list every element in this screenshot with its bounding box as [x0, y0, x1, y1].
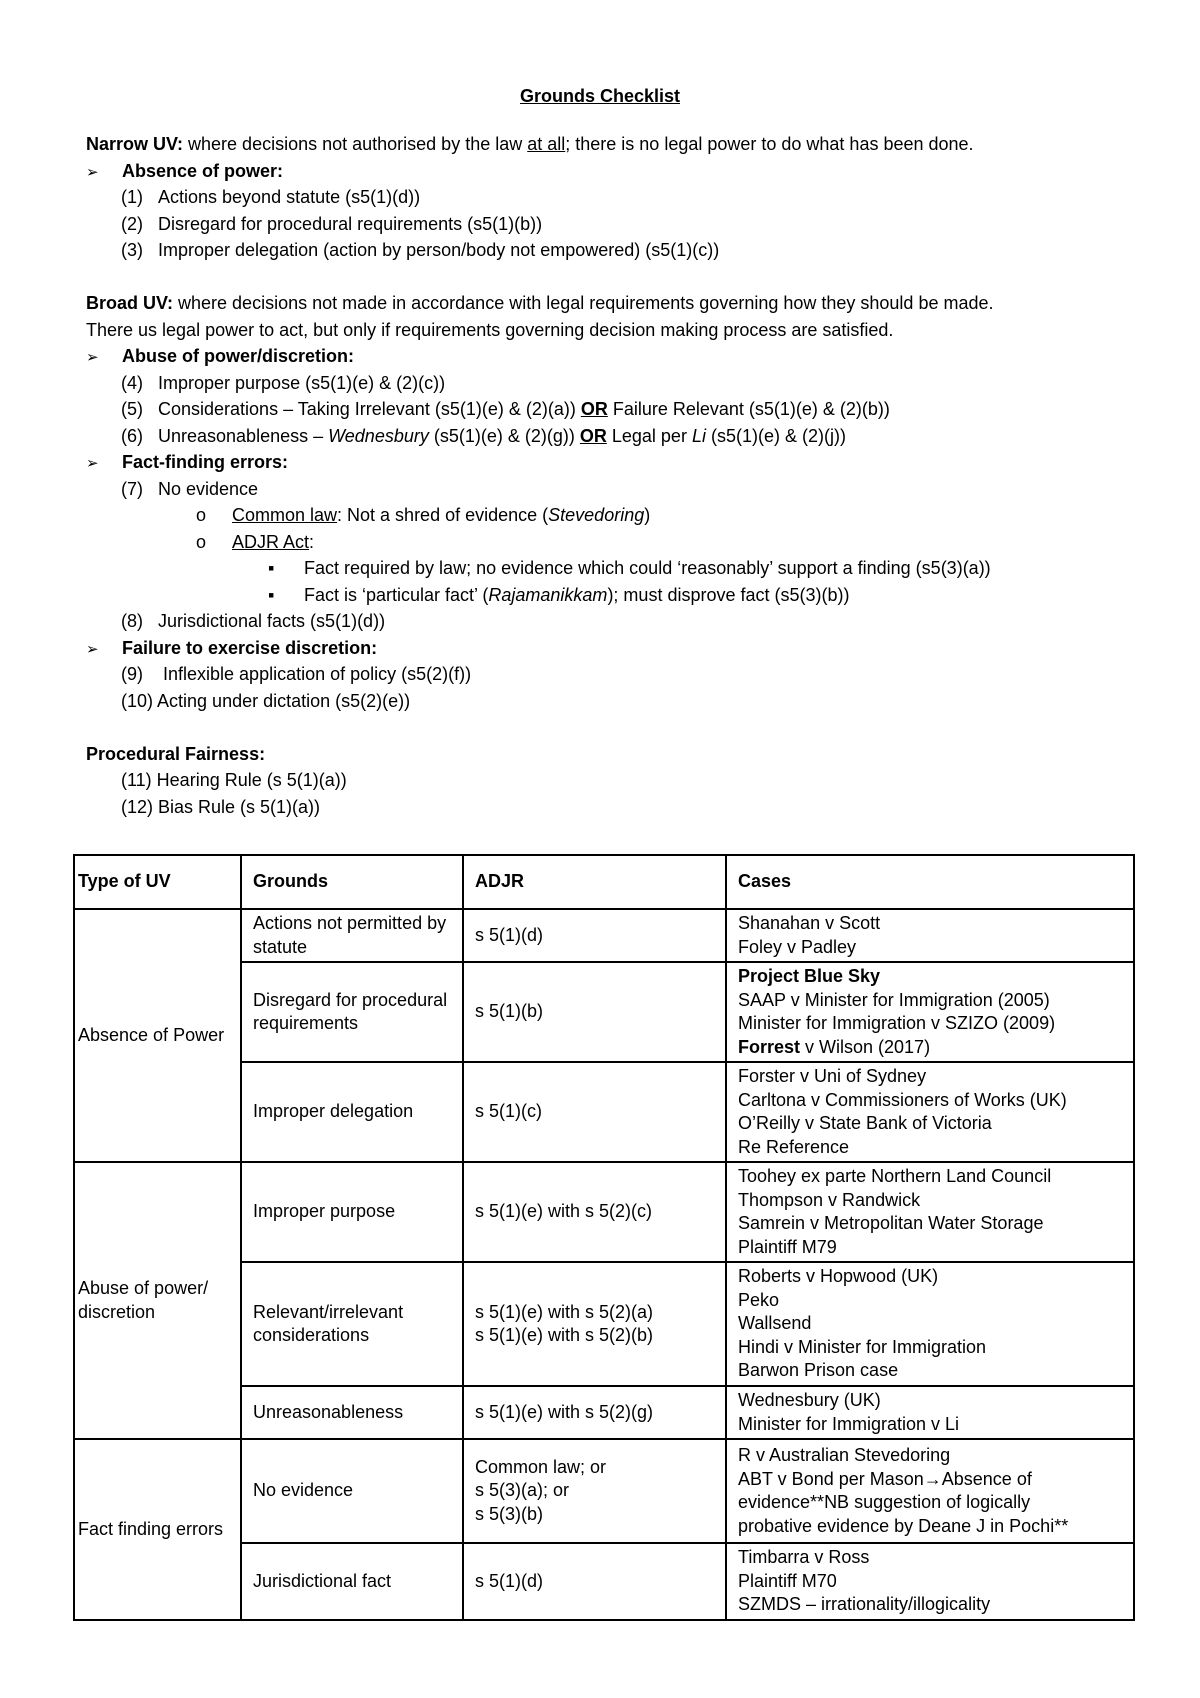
case-citation [738, 1491, 1129, 1515]
case-text: Toohey ex parte Northern Land Council [738, 1166, 1052, 1186]
cases-cell [726, 962, 1134, 1062]
case-citation [738, 1265, 1129, 1289]
arrow-bullet-icon: ➢ [86, 640, 99, 658]
case-name: Rajamanikkam [488, 584, 608, 605]
case-text: Re Reference [738, 1136, 850, 1157]
column-header: Grounds [241, 855, 463, 909]
list-item-4 [86, 370, 1126, 397]
ground-cell: No evidence [241, 1439, 463, 1543]
case-citation [738, 1112, 1129, 1136]
sub-item-text: : Not a shred of evidence ( [337, 505, 549, 525]
ground-cell: Disregard for procedural requirements [241, 962, 463, 1062]
item-text: Actions beyond statute (s5(1)(d)) [158, 187, 421, 207]
adjr-section: s 5(1)(e) with s 5(2)(b) [475, 1325, 654, 1345]
broad-uv-definition [86, 290, 1126, 317]
cases-cell [726, 1543, 1134, 1620]
case-text: Wednesbury (UK) [738, 1390, 881, 1410]
case-citation [738, 1212, 1129, 1236]
heading-fact-finding-errors [86, 449, 1126, 476]
item-text: Unreasonableness – [158, 425, 329, 446]
item-text-end: Failure Relevant (s5(1)(e) & (2)(b)) [607, 399, 890, 419]
case-citation [738, 1012, 1129, 1036]
bullet-text: Fact is ‘particular fact’ ( [304, 584, 489, 605]
spacer [86, 264, 1126, 291]
ground-cell: Jurisdictional fact [241, 1543, 463, 1620]
case-text: evidence**NB suggestion of logically [738, 1492, 1031, 1512]
table-body [74, 909, 1134, 1620]
item-number: (3) [121, 240, 143, 260]
adjr-section: s 5(1)(d) [475, 924, 544, 945]
ground-cell: Actions not permitted by statute [241, 909, 463, 962]
circle-bullet-icon: o [196, 531, 207, 552]
case-text: Shanahan v Scott [738, 913, 881, 933]
item-text: Considerations – Taking Irrelevant (s5(1)(e) & (2)(a)) [158, 399, 581, 419]
cases-cell [726, 1062, 1134, 1162]
table-row [74, 1439, 1134, 1543]
adjr-bullet-2 [86, 582, 1126, 609]
sub-item-text-end: ) [644, 505, 651, 525]
grounds-notes [86, 131, 1126, 820]
list-item-1 [86, 184, 1126, 211]
narrow-emphasis: at all [527, 134, 566, 154]
item-number: (9) [121, 664, 143, 684]
square-bullet-icon: ▪ [268, 558, 275, 578]
case-citation [738, 1336, 1129, 1360]
adjr-section: s 5(1)(c) [475, 1101, 542, 1122]
adjr-section: s 5(1)(e) with s 5(2)(c) [475, 1201, 653, 1222]
item-number: (7) [121, 478, 143, 499]
type-of-uv-cell: Absence of Power [74, 909, 241, 1162]
narrow-uv-definition [86, 131, 1126, 158]
adjr-cell [463, 1062, 726, 1162]
adjr-cell [463, 1262, 726, 1386]
cases-cell [726, 1162, 1134, 1262]
arrow-bullet-icon: ➢ [86, 349, 99, 366]
cases-cell [726, 909, 1134, 962]
item-text: Jurisdictional facts (s5(1)(d)) [158, 611, 386, 631]
arrow-bullet-icon: ➢ [86, 455, 99, 472]
adjr-cell [463, 909, 726, 962]
arrow-bullet-icon: ➢ [86, 163, 99, 181]
item-number: (6) [121, 425, 143, 446]
case-text: Carltona v Commissioners of Works (UK) [738, 1089, 1067, 1110]
bullet-text: Fact required by law; no evidence which could ‘reasonably’ support a finding (s5(3)(a)) [304, 558, 991, 578]
item-text-end: (s5(1)(e) & (2)(j)) [705, 425, 846, 446]
item-number: (4) [121, 372, 143, 393]
case-text: Samrein v Metropolitan Water Storage [738, 1213, 1044, 1233]
item-text: Disregard for procedural requirements (s5(1)(b)) [158, 213, 543, 234]
adjr-cell [463, 962, 726, 1062]
type-of-uv-cell: Fact finding errors [74, 1439, 241, 1620]
list-item-10 [86, 688, 1126, 715]
sub-item-adjr-act [86, 529, 1126, 556]
case-name: Stevedoring [548, 505, 645, 525]
sub-item-text: : [309, 531, 315, 552]
case-citation [738, 1089, 1129, 1113]
case-text: Timbarra v Ross [738, 1547, 870, 1567]
adjr-section: s 5(3)(a); or [475, 1480, 570, 1501]
case-citation [738, 1189, 1129, 1213]
case-text: Peko [738, 1289, 780, 1310]
case-citation [738, 1593, 1129, 1617]
page-title: Grounds Checklist [519, 86, 681, 106]
case-text: SAAP v Minister for Immigration (2005) [738, 989, 1050, 1010]
case-text: Thompson v Randwick [738, 1189, 921, 1210]
case-name: Wednesbury [328, 425, 429, 446]
or-emphasis: OR [580, 399, 608, 419]
cases-cell [726, 1262, 1134, 1386]
sub-item-common-law [86, 502, 1126, 529]
item-text: No evidence [158, 478, 259, 499]
item-number: (2) [121, 213, 143, 234]
adjr-section: s 5(3)(b) [475, 1503, 544, 1524]
case-citation [738, 1546, 1129, 1570]
column-header: Type of UV [74, 855, 241, 909]
cases-cell [726, 1386, 1134, 1439]
case-text: Wallsend [738, 1313, 812, 1334]
list-item-9 [86, 661, 1126, 688]
item-text: (s5(1)(e) & (2)(g)) [428, 425, 580, 446]
adjr-section: s 5(1)(d) [475, 1570, 544, 1591]
table-header-row [74, 855, 1134, 909]
item-text: Inflexible application of policy (s5(2)(f)) [158, 664, 472, 684]
adjr-bullet-1 [86, 555, 1126, 582]
item-number: (10) [121, 690, 154, 711]
case-citation [738, 936, 1129, 960]
sub-item-label: Common law [232, 505, 338, 525]
adjr-cell [463, 1162, 726, 1262]
broad-text: where decisions not made in accordance with legal requirements governing how they should be made. [173, 293, 994, 313]
case-name-bold: Project Blue Sky [738, 966, 881, 986]
table-row [74, 1162, 1134, 1262]
type-of-uv-cell: Abuse of power/ discretion [74, 1162, 241, 1439]
case-citation [738, 1036, 1129, 1060]
column-header: Cases [726, 855, 1134, 909]
case-name-bold: Forrest [738, 1036, 801, 1057]
narrow-text: where decisions not authorised by the law [183, 134, 528, 154]
list-item-6 [86, 423, 1126, 450]
case-text: probative evidence by Deane J in Pochi** [738, 1515, 1069, 1536]
case-citation [738, 1236, 1129, 1260]
narrow-uv-label: Narrow UV: [86, 134, 184, 154]
case-citation [738, 1413, 1129, 1437]
adjr-cell [463, 1439, 726, 1543]
heading-text: Failure to exercise discretion: [122, 637, 378, 658]
case-text: v Wilson (2017) [800, 1036, 931, 1057]
case-citation [738, 912, 1129, 936]
item-text: Legal per [606, 425, 692, 446]
adjr-section: Common law; or [475, 1456, 607, 1477]
case-citation [738, 989, 1129, 1013]
case-citation [738, 1312, 1129, 1336]
case-text: O’Reilly v State Bank of Victoria [738, 1113, 992, 1133]
ground-cell: Improper delegation [241, 1062, 463, 1162]
adjr-section: s 5(1)(e) with s 5(2)(a) [475, 1301, 654, 1322]
item-text: Acting under dictation (s5(2)(e)) [157, 690, 411, 711]
case-text: Plaintiff M70 [738, 1570, 837, 1591]
circle-bullet-icon: o [196, 505, 207, 525]
case-text: Foley v Padley [738, 936, 857, 957]
case-citation [738, 1444, 1129, 1468]
case-citation [738, 1515, 1129, 1539]
grounds-table [73, 854, 1135, 1621]
case-citation [738, 1065, 1129, 1089]
cases-cell [726, 1439, 1134, 1543]
broad-uv-label: Broad UV: [86, 293, 174, 313]
list-item-3 [86, 237, 1126, 264]
case-citation [738, 1570, 1129, 1594]
narrow-text-end: ; there is no legal power to do what has been done. [565, 134, 974, 154]
list-item-11: (11) Hearing Rule (s 5(1)(a)) [121, 770, 347, 790]
case-text: Hindi v Minister for Immigration [738, 1336, 987, 1357]
square-bullet-icon: ▪ [268, 584, 275, 605]
heading-failure-to-exercise [86, 635, 1126, 662]
item-number: (5) [121, 399, 143, 419]
column-header: ADJR [463, 855, 726, 909]
case-citation [738, 1165, 1129, 1189]
case-citation [738, 1468, 1129, 1492]
ground-cell: Improper purpose [241, 1162, 463, 1262]
list-item-2 [86, 211, 1126, 238]
case-text: Roberts v Hopwood (UK) [738, 1266, 939, 1287]
case-text: Minister for Immigration v SZIZO (2009) [738, 1013, 1056, 1033]
adjr-cell [463, 1543, 726, 1620]
case-text: R v Australian Stevedoring [738, 1445, 951, 1465]
case-citation [738, 1389, 1129, 1413]
heading-abuse-of-power [86, 343, 1126, 370]
case-name: Li [691, 425, 706, 446]
case-text: ABT v Bond per Mason→Absence of [738, 1468, 1032, 1489]
case-text: Minister for Immigration v Li [738, 1413, 960, 1434]
bullet-text-end: ); must disprove fact (s5(3)(b)) [607, 584, 850, 605]
heading-text: Abuse of power/discretion: [122, 346, 355, 366]
or-emphasis: OR [579, 425, 607, 446]
heading-absence-of-power [86, 158, 1126, 185]
spacer [86, 714, 1126, 741]
case-text: SZMDS – irrationality/illogicality [738, 1594, 991, 1614]
adjr-cell [463, 1386, 726, 1439]
ground-cell: Relevant/irrelevant considerations [241, 1262, 463, 1386]
list-item-7 [86, 476, 1126, 503]
adjr-section: s 5(1)(b) [475, 1001, 544, 1022]
heading-text: Fact-finding errors: [122, 452, 289, 472]
heading-text: Absence of power: [122, 160, 284, 181]
broad-uv-definition-cont: There us legal power to act, but only if requirements governing decision making process are satisfied. [86, 319, 894, 340]
table-row [74, 909, 1134, 962]
list-item-12: (12) Bias Rule (s 5(1)(a)) [121, 796, 321, 817]
heading-procedural-fairness: Procedural Fairness: [86, 743, 266, 764]
list-item-8 [86, 608, 1126, 635]
ground-cell: Unreasonableness [241, 1386, 463, 1439]
list-item-5 [86, 396, 1126, 423]
sub-item-label: ADJR Act [232, 531, 310, 552]
case-citation [738, 1136, 1129, 1160]
case-text: Forster v Uni of Sydney [738, 1066, 927, 1086]
case-text: Barwon Prison case [738, 1360, 899, 1381]
item-text: Improper purpose (s5(1)(e) & (2)(c)) [158, 372, 446, 393]
case-text: Plaintiff M79 [738, 1236, 837, 1257]
adjr-section: s 5(1)(e) with s 5(2)(g) [475, 1401, 654, 1422]
item-text: Improper delegation (action by person/body not empowered) (s5(1)(c)) [158, 240, 720, 260]
case-citation [738, 965, 1129, 989]
case-citation [738, 1359, 1129, 1383]
item-number: (8) [121, 611, 143, 631]
item-number: (1) [121, 187, 143, 207]
case-citation [738, 1289, 1129, 1313]
